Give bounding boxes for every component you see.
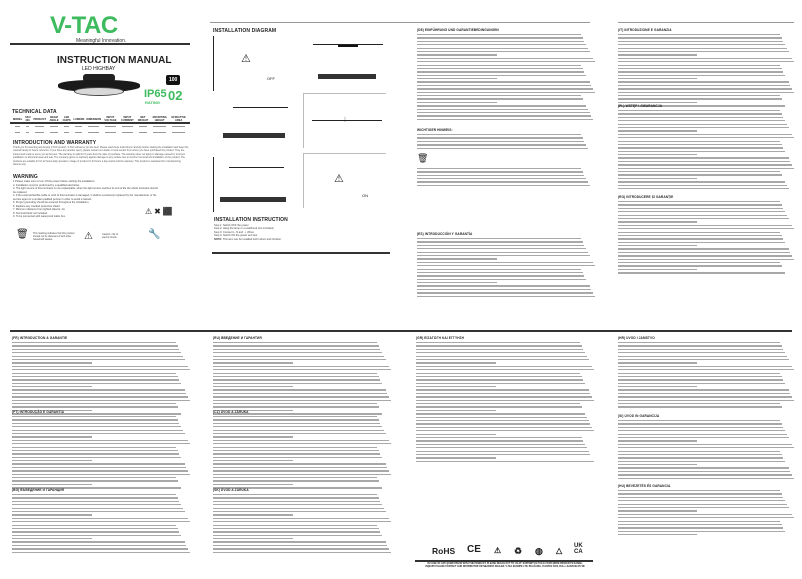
triman-icon: ⚠ [494, 546, 502, 555]
body-text-lines [417, 168, 595, 186]
body-text-lines [618, 110, 794, 189]
section-title: (GR) ΕΙΣΑΓΩΓΗ ΚΑΙ ΕΓΓΥΗΣΗ [416, 336, 465, 340]
section-si [618, 414, 794, 481]
diagram-bracket [213, 95, 296, 150]
footer-contact: IN CASE OF ANY QUERY/ISSUE WITH THE PRODUCT, PLEASE REACH OUT TO US AT: SUPPORT@V-TAC.EU FOR MORE PRODUCTS RANGE, INQUIRY PLEASE CONTACT OUR DISTRIBUTOR OR NEAREST DEALER. V-TAC EUROPE LTD. BULGARIA, PLOVDIV 4000, BUL.L.KARAVELOV 9B [425, 563, 585, 569]
badge-100: 100 [166, 75, 180, 85]
ip-rating: IP65 [144, 88, 167, 100]
recycle-icon: ♻ [514, 546, 523, 556]
weee-bin-icon: 🗑 [16, 229, 29, 240]
section-title: (SI) UVOD IN GARANCIJA [618, 414, 660, 418]
intro-section [13, 140, 189, 166]
installation-instruction [214, 217, 390, 241]
body-text-lines [12, 342, 190, 415]
green-dot-icon: ◍ [535, 546, 543, 556]
table-cell [32, 130, 47, 136]
section-pl [618, 104, 794, 191]
section-title: WICHTIGER HINWEIS: [417, 128, 453, 133]
section-it [618, 28, 794, 109]
warning-item: 5. Proper grounding should be ensured throughout the installation. [13, 201, 90, 204]
install-title: INSTALLATION INSTRUCTION [214, 217, 288, 223]
table-cell [102, 130, 119, 136]
electric-shock-icon: ⚠ [84, 231, 93, 242]
table-cell [12, 130, 23, 136]
section-title: (CZ) ÚVOD A ZÁRUKA [213, 410, 249, 414]
section-title: (DE) EINFÜHRUNG UND GARANTIEBEDINGUNGEN [417, 28, 499, 32]
table-header: MODEL [12, 115, 23, 124]
table-cell [85, 130, 102, 136]
body-text-lines [618, 420, 794, 479]
triman-info-icon: △ [556, 546, 563, 555]
install-step: Step 2: Hang the lamp on a wall/hook (not included). [214, 227, 275, 231]
section-fr [12, 336, 190, 417]
safety-icons: ⚠✖⬛ [145, 207, 175, 216]
table-cell [136, 130, 150, 136]
table-header: MOUNTING HEIGHT [150, 115, 169, 124]
table-header: SKU NO. [25, 116, 31, 122]
product-subtitle: LED HIGHBAY [82, 66, 116, 72]
shock-text: Caution, risk of electric shock. [102, 233, 118, 239]
install-step: Step 3: Connect L, N and ⏚ Wires [214, 230, 254, 234]
rohs-mark: RoHS [432, 546, 456, 556]
intro-title: INTRODUCTION AND WARRANTY [13, 140, 97, 146]
warning-item: 8. Terminal block not included. [13, 211, 48, 215]
body-text-lines [416, 342, 594, 462]
body-text-lines [618, 34, 794, 107]
section-el [416, 336, 594, 464]
section-cz [213, 410, 391, 491]
table-cell [61, 130, 73, 136]
intro-text: Thank you for selecting and buying V-TAC product. V-TAC will serve you the best. Please read these instructions carefully before starting the installation and keep this manual handy for future reference. If you have any another query, please contact our dealer or local vendor from whom you have purchased the product. They are trained and ready to serve you at the best. The warranty is valid for 5 years from the date of purchase. The warranty does not apply to damage caused by incorrect installation or abnormal wear and tear. The company gives no warranty against damage to any surface due to incorrect removal and installation of the product. The products are suitable for 10-12 hours daily operation. Usage of product for 24 hours a day would void the warranty. This product is warranted for manufacturing defects only. [13, 146, 189, 167]
brand-tagline: Meaningful Innovation. [76, 38, 127, 44]
divider [212, 252, 390, 254]
body-text-lines [12, 494, 190, 553]
ce-mark: CE [467, 544, 481, 555]
divider [210, 22, 590, 23]
divider [415, 560, 593, 562]
section-title: (PT) INTRODUÇÃO E GARANTIA [12, 410, 65, 414]
body-text-lines [417, 238, 595, 297]
highbay-image [58, 74, 140, 98]
table-header: LUMENS [72, 115, 85, 124]
note-text: This item can be installed both Indoor and Outdoor. [222, 237, 282, 241]
body-text-lines [618, 201, 794, 274]
section-bg [12, 488, 190, 555]
table-cell [72, 130, 85, 136]
note-label: NOTE: [214, 237, 223, 241]
warning-item: 3. The light source of this luminaire is non-replaceable; when the light source reaches its end of life the whole luminaire should be replaced. [13, 187, 158, 194]
body-text-lines [12, 416, 190, 489]
table-cell [150, 130, 169, 136]
diagram-switch-off: ⚠ OFF [213, 36, 296, 91]
table-header: LED CHIPS [62, 116, 71, 122]
warning-section [13, 174, 158, 219]
diagram-switch-on: ⚠ ON [303, 153, 386, 208]
diagram-hang-lamp [303, 40, 386, 95]
body-text-lines [417, 34, 595, 120]
warning-item: 7. Minimum distance from lighted objects: 1m [13, 208, 66, 211]
divider [10, 330, 792, 332]
section-ru [213, 336, 391, 417]
ukca-mark: UK CA [574, 543, 583, 555]
table-header: EFFECTIVE AREA [169, 115, 188, 124]
divider [618, 22, 794, 23]
install-step: Step 1: Switch OFF the power [214, 224, 249, 227]
body-text-lines [618, 342, 794, 408]
section-pt [12, 410, 190, 491]
warning-item: 4. If the external flexible cable or cord of this luminaire is damaged, it shall be exclusively replaced by the manufacturer or his service agent or a similar qualified person in order to avoid a hazard. [13, 194, 157, 201]
table-cell [23, 130, 32, 136]
section-sk [213, 488, 391, 555]
section-title: (FR) INTRODUCTION & GARANTIE [12, 336, 68, 340]
body-text-lines [417, 134, 595, 149]
weee-bin-icon: 🗑 [417, 152, 429, 163]
brand-logo: V-TAC [50, 12, 118, 39]
section-title: (ES) INTRODUCCIÓN Y GARANTÍA [417, 232, 473, 236]
ik-rating: 02 [168, 88, 183, 103]
section-title: (BG) ВЪВЕДЕНИЕ И ГАРАНЦИЯ [12, 488, 65, 492]
section-es [417, 232, 595, 299]
technical-data [12, 109, 188, 136]
diagram-wiring: ⏚ [303, 93, 386, 148]
body-text-lines [213, 416, 391, 489]
table-cell [119, 130, 136, 136]
table-header: BEAM ANGLE [47, 115, 61, 124]
manual-title: INSTRUCTION MANUAL [57, 55, 172, 66]
section-title: (IT) INTRODUZIONE E GARANZIA [618, 28, 672, 32]
table-header: PRODUCT [32, 115, 47, 124]
diagram-title: INSTALLATION DIAGRAM [213, 28, 277, 34]
ip-rating-label: RATING [145, 100, 161, 105]
table-header: INPUT CURRENT [119, 115, 136, 124]
section-de [417, 28, 595, 188]
table-header: NET WEIGHT [137, 116, 149, 122]
table-header: DIMENSION [85, 115, 102, 124]
table-cell [47, 130, 61, 136]
section-title: (HR) UVOD I JAMSTVO [618, 336, 655, 340]
warning-title: WARNING [13, 174, 38, 180]
table-row [12, 130, 188, 136]
diagram-connect [213, 157, 296, 212]
installation-tool-icon: 🔧 [148, 229, 161, 240]
warning-item: 6. Replace any cracked protective shield. [13, 204, 61, 208]
body-text-lines [213, 494, 391, 553]
section-hr [618, 336, 794, 410]
section-title: (RO) INTRODUCERE ȘI GARANȚIE [618, 195, 674, 199]
warning-item: 2. Installation must be performed by a qualified electrician. [13, 183, 80, 187]
table-cell [169, 130, 188, 136]
tech-table [12, 115, 188, 136]
warning-item: 9. To be connected with waterproof cable box. [13, 215, 66, 218]
install-step: Step 4: Switch ON the power and test [214, 234, 258, 238]
section-title: (HU) BEVEZETÉS ÉS GARANCIA [618, 484, 671, 488]
section-title: (SK) ÚVOD A ZÁRUKA [213, 488, 249, 492]
tech-title: TECHNICAL DATA [12, 109, 57, 115]
section-title: (PL) WSTĘP I GWARANCJA [618, 104, 663, 108]
body-text-lines [213, 342, 391, 415]
section-title: (RU) ВВЕДЕНИЕ И ГАРАНТИЯ [213, 336, 262, 340]
body-text-lines [618, 490, 794, 535]
table-header: INPUT VOLTAGE [102, 115, 119, 124]
weee-text: This marking indicates that this product should not be disposed of with other household wastes. [33, 232, 75, 241]
section-ro [618, 195, 794, 276]
warning-item: 1.Please make sure to turn off the power before starting the installation. [13, 180, 95, 183]
section-hu [618, 484, 794, 537]
